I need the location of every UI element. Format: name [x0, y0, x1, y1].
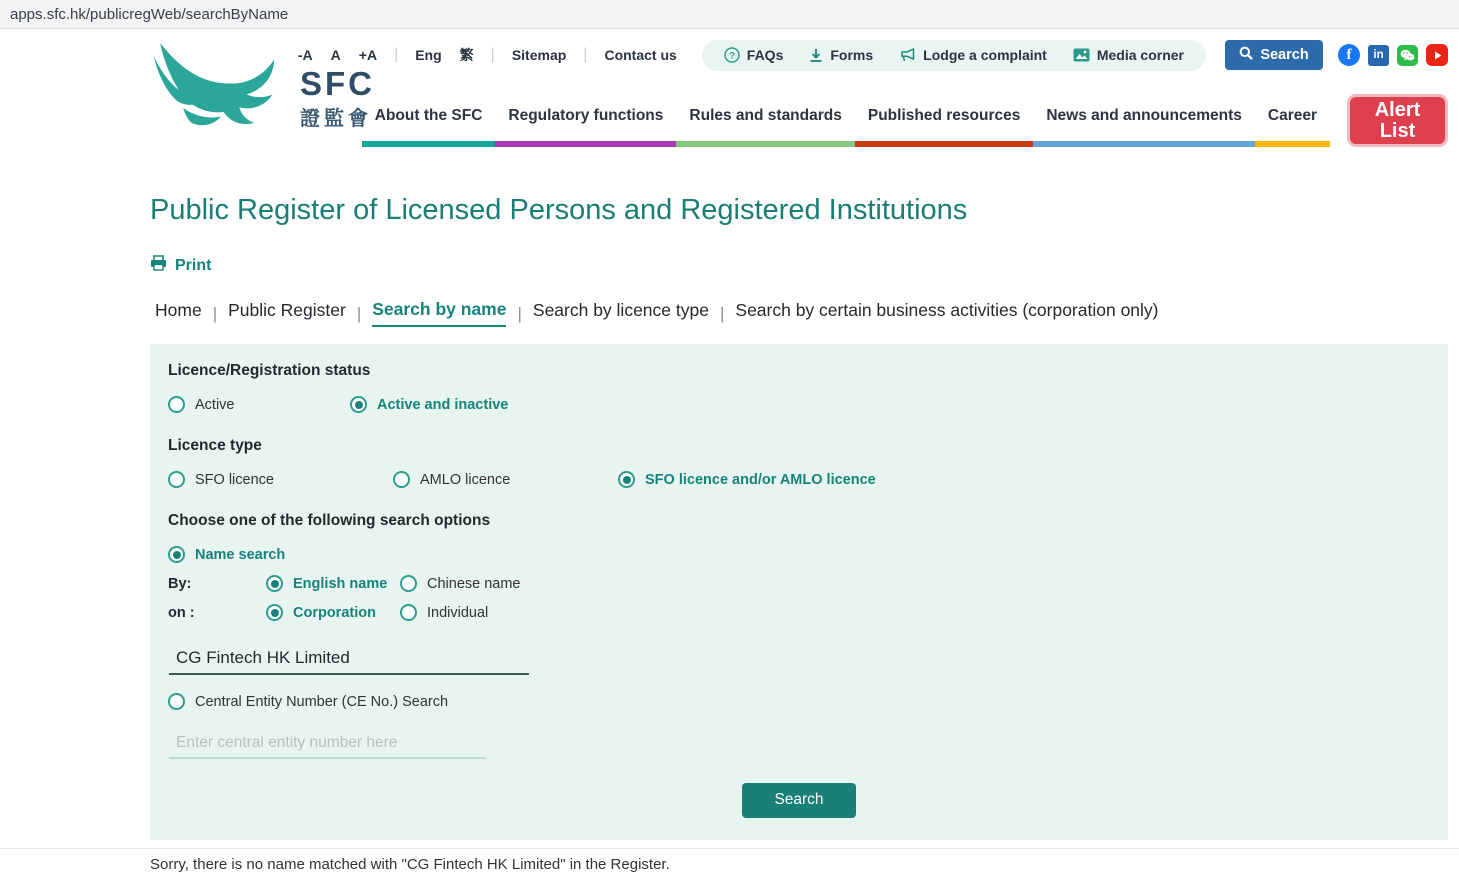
radio-icon — [618, 471, 635, 488]
logo-chinese: 證監會 — [300, 108, 372, 130]
radio-icon — [168, 471, 185, 488]
quick-links-pill — [702, 40, 1206, 71]
sfc-logo-text — [300, 67, 375, 131]
facebook-icon[interactable] — [1338, 44, 1360, 66]
alert-list-button[interactable]: Alert List — [1347, 94, 1448, 147]
linkedin-glyph: in — [1373, 49, 1384, 61]
divider: | — [394, 46, 399, 63]
font-size-normal[interactable]: A — [330, 47, 341, 63]
radio-icon — [168, 546, 185, 563]
radio-ce-number-search[interactable] — [168, 693, 448, 710]
site-search-button[interactable] — [1225, 40, 1323, 70]
radio-chinese-name[interactable] — [400, 575, 521, 592]
radio-icon — [393, 471, 410, 488]
media-corner-label: Media corner — [1096, 47, 1184, 63]
download-icon — [809, 48, 823, 63]
faqs-link[interactable] — [724, 47, 784, 63]
nav-regulatory-functions[interactable]: Regulatory functions — [495, 107, 676, 147]
lodge-complaint-label: Lodge a complaint — [923, 47, 1047, 63]
forms-label: Forms — [830, 47, 874, 63]
radio-label: SFO licence — [195, 471, 274, 488]
printer-icon — [150, 255, 167, 276]
no-match-message: Sorry, there is no name matched with "CG Fintech HK Limited" in the Register. — [150, 856, 670, 873]
divider — [517, 303, 521, 324]
status-section-label: Licence/Registration status — [168, 362, 371, 379]
divider — [720, 303, 724, 324]
radio-corporation[interactable] — [266, 604, 400, 621]
search-options-label: Choose one of the following search options — [168, 512, 491, 529]
divider: | — [583, 46, 588, 63]
licence-type-options — [168, 471, 1430, 488]
search-icon — [1239, 46, 1253, 64]
radio-active-and-inactive[interactable] — [350, 396, 508, 413]
radio-label: SFO licence and/or AMLO licence — [645, 471, 876, 488]
by-row — [168, 575, 1430, 592]
nav-career[interactable]: Career — [1255, 107, 1330, 147]
on-row — [168, 604, 1430, 621]
question-circle-icon — [724, 47, 740, 63]
radio-label: Chinese name — [427, 575, 521, 592]
ce-search-row — [168, 693, 1430, 710]
radio-name-search[interactable] — [168, 546, 285, 563]
browser-url-bar[interactable] — [0, 0, 1459, 29]
radio-label: AMLO licence — [420, 471, 511, 488]
radio-individual[interactable] — [400, 604, 488, 621]
sfc-logo[interactable] — [150, 41, 378, 133]
media-corner-link[interactable] — [1073, 47, 1184, 63]
tab-search-by-business-activities[interactable]: Search by certain business activities (corporation only) — [735, 300, 1159, 320]
page-url[interactable]: apps.sfc.hk/publicregWeb/searchByName — [10, 5, 289, 23]
tab-search-by-name[interactable]: Search by name — [372, 299, 506, 327]
picture-icon — [1073, 48, 1090, 62]
divider — [0, 848, 1459, 849]
forms-link[interactable] — [809, 47, 873, 63]
tab-home[interactable]: Home — [155, 300, 202, 320]
sfc-bird-icon — [150, 41, 290, 133]
page-title: Public Register of Licensed Persons and Registered Institutions — [150, 194, 968, 226]
radio-label: Active and inactive — [377, 396, 509, 413]
divider — [213, 303, 217, 324]
divider: | — [490, 46, 495, 63]
radio-label: Central Entity Number (CE No.) Search — [195, 693, 449, 710]
svg-text:?: ? — [728, 50, 735, 62]
form-search-button[interactable]: Search — [742, 783, 855, 818]
licence-type-section-label: Licence type — [168, 437, 262, 454]
radio-icon — [400, 604, 417, 621]
wechat-icon[interactable] — [1397, 45, 1418, 66]
radio-amlo-licence[interactable] — [393, 471, 618, 488]
name-search-input[interactable] — [169, 645, 529, 675]
radio-icon — [350, 396, 367, 413]
radio-icon — [400, 575, 417, 592]
ce-number-input[interactable] — [169, 732, 486, 759]
print-label: Print — [175, 256, 212, 274]
divider — [357, 303, 361, 324]
nav-about-the-sfc[interactable]: About the SFC — [362, 107, 496, 147]
radio-icon — [168, 396, 185, 413]
nav-published-resources[interactable]: Published resources — [855, 107, 1033, 147]
nav-news-and-announcements[interactable]: News and announcements — [1033, 107, 1255, 147]
lang-chinese[interactable]: 繁 — [459, 47, 474, 63]
social-links — [1338, 44, 1448, 66]
radio-label: Name search — [195, 546, 286, 563]
tab-search-by-licence-type[interactable]: Search by licence type — [532, 300, 709, 320]
radio-english-name[interactable] — [266, 575, 400, 592]
logo-acronym: SFC — [300, 65, 375, 102]
nav-rules-and-standards[interactable]: Rules and standards — [676, 107, 854, 147]
font-size-decrease[interactable]: -A — [297, 47, 313, 63]
status-options — [168, 396, 1430, 413]
radio-icon — [168, 693, 185, 710]
site-header — [150, 29, 1448, 147]
radio-label: Active — [195, 396, 235, 413]
radio-label: Individual — [427, 604, 489, 621]
radio-label: Corporation — [293, 604, 376, 621]
lodge-complaint-link[interactable] — [899, 47, 1047, 63]
font-size-increase[interactable]: +A — [358, 47, 378, 63]
radio-icon — [266, 575, 283, 592]
faqs-label: FAQs — [746, 47, 784, 63]
site-search-label: Search — [1260, 47, 1309, 63]
radio-label: English name — [293, 575, 388, 592]
megaphone-icon — [899, 48, 916, 63]
radio-sfo-andor-amlo-licence[interactable] — [618, 471, 876, 488]
search-form-panel — [150, 344, 1448, 840]
facebook-glyph: f — [1346, 46, 1352, 63]
sitemap-link[interactable]: Sitemap — [511, 47, 567, 63]
youtube-icon[interactable] — [1426, 44, 1448, 66]
print-button[interactable] — [150, 255, 211, 276]
contact-us-link[interactable]: Contact us — [604, 47, 677, 63]
name-search-row — [168, 546, 1430, 563]
tab-public-register[interactable]: Public Register — [228, 300, 346, 320]
on-label: on : — [168, 604, 195, 621]
radio-sfo-licence[interactable] — [168, 471, 393, 488]
main-content — [150, 194, 1448, 873]
by-label: By: — [168, 575, 192, 592]
linkedin-icon[interactable] — [1368, 45, 1389, 66]
radio-active[interactable] — [168, 396, 350, 413]
register-tabs — [150, 299, 1448, 327]
radio-icon — [266, 604, 283, 621]
lang-english[interactable]: Eng — [415, 47, 442, 63]
